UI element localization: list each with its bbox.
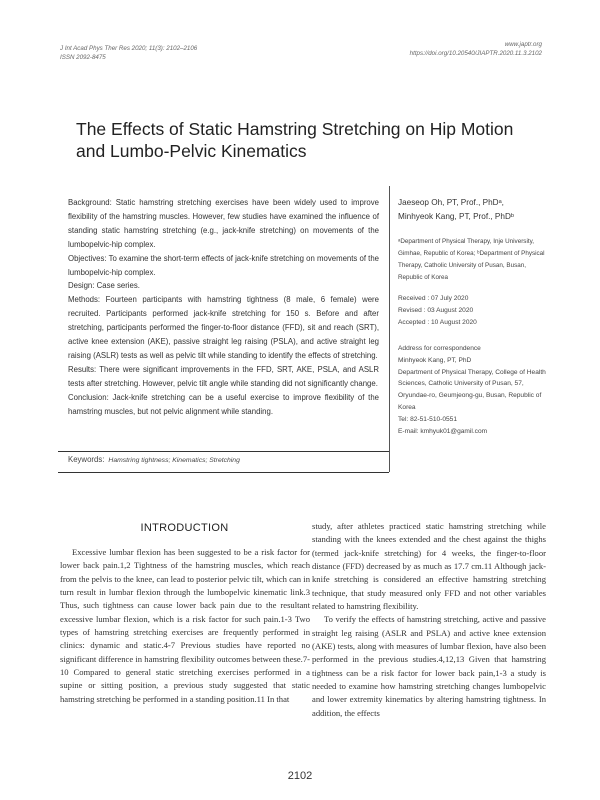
design-label: Design: — [68, 281, 95, 291]
accepted-date: Accepted : 10 August 2020 — [398, 319, 477, 326]
abstract-background — [68, 196, 379, 252]
abstract-methods — [68, 293, 379, 363]
methods-text: Fourteen participants with hamstring tightness (8 male, 6 female) were recruited. Participants performed jack-knife stretching for 150 s. Before and after stretching, participants performed the finger-to-floor distance (FFD), sit and reach (SRT), active knee extension (AKE), passive straight leg raising (PSLA), and active straight leg raising (ASLR) tests as well as pelvic tilt while standing to identify the effects of stretching. — [68, 295, 379, 360]
abstract — [68, 196, 379, 419]
article-dates — [398, 293, 548, 329]
conclusion-label: Conclusion: — [68, 392, 109, 402]
abstract-results — [68, 363, 379, 391]
revised-date: Revised : 03 August 2020 — [398, 307, 474, 314]
journal-citation — [60, 44, 197, 62]
background-label: Background: — [68, 198, 112, 207]
website-link[interactable]: www.japtr.org — [504, 41, 542, 48]
author-list — [398, 196, 548, 223]
section-heading: INTRODUCTION — [140, 522, 229, 534]
results-label: Results: — [68, 364, 97, 374]
author-1: Jaeseop Oh, PT, Prof., PhDᵃ, — [398, 198, 504, 207]
article-title: The Effects of Static Hamstring Stretching on Hip Motion and Lumbo-Pelvic Kinematics — [76, 119, 514, 161]
correspondence-address: Department of Physical Therapy, College of Health Sciences, Catholic University of Pusan, 57, Oryundae-ro, Geumjeong-gu, Busan, Republic of Korea — [398, 368, 546, 411]
doi-link[interactable]: https://doi.org/10.20540/JIAPTR.2020.11.3.2102 — [409, 50, 542, 57]
page-number: 2102 — [287, 770, 313, 782]
intro-column-2 — [312, 520, 546, 720]
intro-column-1: Excessive lumbar flexion has been suggested to be a risk factor for lower back pain.1,2 Tightness of the hamstring muscles, which reach from the pelvis to the knee, can lead to posterior pelvic tilt, which can in turn result in lumbar flexion through the lumbopelvic kinematic link.3 Thus, such tightness can cause lower back pain due to the resultant excessive lumbar flexion, which is a risk factor for such pain.1-3 Two types of hamstring stretching exercises are frequently performed in clinics: dynamic and static.4-7 Previous studies have reported no significant difference in hamstring flexibility outcomes between these.7-10 Compared to general static stretching exercises performed in a supine or sitting position, a previous study suggested that static hamstring stretching be performed in a standing position.11 In that — [60, 547, 310, 704]
keywords — [68, 455, 240, 464]
affiliations: ᵃDepartment of Physical Therapy, Inje University, Gimhae, Republic of Korea; ᵇDepartment of Physical Therapy, Catholic University of Pusan, Busan, Republic of Korea — [398, 238, 545, 281]
received-date: Received : 07 July 2020 — [398, 295, 469, 302]
correspondence-name: Minhyeok Kang, PT, PhD — [398, 356, 472, 364]
citation-line: J Int Acad Phys Ther Res 2020; 11(3): 2102–2106 — [60, 45, 198, 52]
journal-links — [410, 40, 542, 58]
design-text: Case series. — [96, 281, 140, 291]
keywords-label: Keywords: — [68, 455, 105, 464]
intro-paragraph: To verify the effects of hamstring stretching, active and passive straight leg raising (ASLR and PSLA) and active knee extension (AKE) tests, along with measures of lumbar flexion, have also been performed in the previous studies.4,12,13 Given that hamstring tightness can be a risk factor for lower back pain,1-3 a study is needed to examine how hamstring stretching changes lumbopelvic and lower extremity kinematics by altering hamstring tightness. In addition, the effects — [312, 614, 546, 718]
correspondence — [398, 343, 553, 437]
keywords-value: Hamstring tightness; Kinematics; Stretching — [108, 457, 240, 464]
correspondence-phone: Tel: 82-51-510-0551 — [398, 415, 458, 423]
correspondence-email[interactable]: E-mail: kmhyuk01@gamil.com — [398, 427, 488, 435]
intro-paragraph: study, after athletes practiced static hamstring stretching while standing with the knees extended and the chest against the thighs (termed jack-knife stretching) for 4 weeks, the finger-to-floor distance (FFD) decreased by as much as 17.7 cm.11 Although jack-knife stretching is considered an effective hamstring stretching technique, that study measured only FFD and not other variables related to hamstring flexibility. — [312, 521, 546, 612]
author-2: Minhyeok Kang, PT, Prof., PhDᵇ — [398, 211, 514, 221]
abstract-bottom-rule — [58, 451, 389, 452]
abstract-design — [68, 279, 379, 293]
results-text: There were significant improvements in the FFD, SRT, AKE, PSLA, and ASLR tests after stretching. However, pelvic tilt angle while standing did not significantly change. — [68, 364, 379, 388]
objectives-text: To examine the short-term effects of jack-knife stretching on movements of the lumbopelvic-hip complex. — [68, 253, 379, 277]
column-divider — [389, 186, 390, 472]
keywords-rule — [58, 472, 389, 473]
issn-line: ISSN 2092-8475 — [60, 54, 106, 61]
objectives-label: Objectives: — [68, 253, 107, 263]
abstract-conclusion — [68, 391, 379, 419]
methods-label: Methods: — [68, 295, 101, 305]
abstract-objectives — [68, 252, 379, 280]
correspondence-heading: Address for correspondence — [398, 345, 481, 352]
conclusion-text: Jack-knife stretching can be a useful exercise to improve flexibility of the hamstring muscles, but not pelvic alignment while standing. — [68, 392, 380, 416]
background-text: Static hamstring stretching exercises have been widely used to improve flexibility of the hamstring muscles. However, few studies have examined the influence of standing static hamstring stretching (e.g., jack-knife stretching) on movements of the lumbopelvic-hip complex. — [68, 198, 379, 249]
